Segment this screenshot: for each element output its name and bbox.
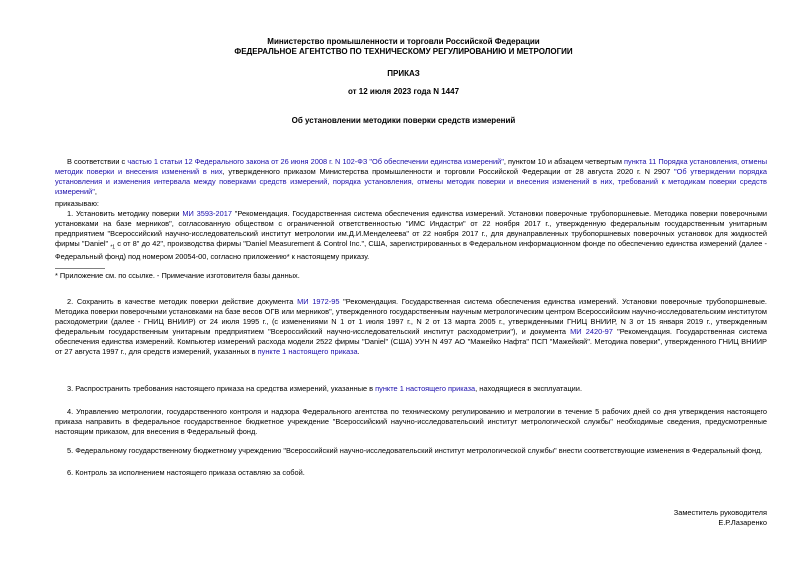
- p3-text-1: 3. Распространить требования настоящего приказа на средства измерений, указанные в: [67, 384, 376, 393]
- paragraph-2: [55, 297, 767, 357]
- p4-text: 4. Управлению метрологии, государственного контроля и надзора Федерального агентства по техническому регулированию и метрологии в течение 5 рабочих дней со дня утверждения настоящего приказа направить в федеральное государственное бюджетное учреждение "Всероссийский научно-исследовательский институт метрологической службы" необходимые сведения, предусмотренные настоящим приказом, для внесения в Федеральный фонд.: [55, 407, 767, 436]
- p2-text-3: "Рекомендация. Государственная система обеспечения единства измерений. Компьютер измерений расхода модели 2522 фирмы "Daniel" (США) УУН N 497 АО "Мажейко Нафта" ПСП "Мажейкяй". Методика поверки", утвержденного ГНИЦ ВНИИР от 27 августа 1997 г., для средств измерений, указанных в: [55, 327, 767, 356]
- ministry-title: Министерство промышленности и торговли Российской Федерации: [267, 37, 540, 46]
- p2-text-2: "Рекомендация. Государственная система обеспечения единства измерений. Установки поверочные трубопоршневые. Методика поверки поверочными установками на базе весов ОГВ или мерников", утвержденного государственным научным метрологическим центром Всероссийским научно-исследовательским институтом расходометрии (далее - ГНИЦ ВНИИР) от 24 июля 1995 г., (с изменениями N 1 от 1 июля 1997 г., N 2 от 13 марта 2005 г., утвержденными ГНИЦ ВНИИР, N 3 от 15 января 2019 г., утвержденным федеральным государственным унитарным предприятием "Всероссийский научно-исследовательский институт расходометрии"), и документа: [55, 297, 767, 336]
- preamble-text-1: В соответствии с: [67, 157, 128, 166]
- p2-text-1: 2. Сохранить в качестве методик поверки действие документа: [67, 297, 298, 306]
- doc-date-number: от 12 июля 2023 года N 1447: [347, 87, 460, 96]
- signature-block: [674, 508, 767, 528]
- doc-type: ПРИКАЗ: [387, 69, 420, 78]
- p3-clause-1-link[interactable]: пункте 1 настоящего приказа: [375, 384, 476, 393]
- p2-clause-1-link[interactable]: пункте 1 настоящего приказа: [257, 347, 358, 356]
- paragraph-6: [55, 468, 767, 478]
- p1-text-2: "Рекомендация. Государственная система обеспечения единства измерений. Установки поверочные трубопоршневые. Методика поверки поверочными установками на базе мерников", согласованную обществом с ограниченной ответственностью "ИМС Индастри" от 22 ноября 2017 г., утвержденную федеральным государственным унитарным предприятием "Всероссийский научно-исследовательский институт метрологии им.Д.И.Менделеева" от 22 ноября 2017 г., для двунаправленных трубопоршневых поверочных установок для жидкостей фирмы "Daniel": [55, 209, 767, 248]
- preamble: [55, 157, 767, 197]
- footnote: * Приложение см. по ссылке. - Примечание изготовителя базы данных.: [55, 271, 300, 280]
- mi-2420-link[interactable]: МИ 2420-97: [570, 327, 613, 336]
- paragraph-4: [55, 407, 767, 437]
- signer-position: Заместитель руководителя: [673, 508, 767, 517]
- doc-title: Об установлении методики поверки средств измерений: [291, 116, 516, 125]
- footnote-divider: [55, 268, 105, 269]
- p6-text: 6. Контроль за исполнением настоящего приказа оставляю за собой.: [67, 468, 305, 477]
- order-2907-link[interactable]: "Об утверждении порядка установления и изменения интервала между поверками средств измерений, порядка установления, отмены методик поверки и внесения изменений в них, требований к методикам поверки средств измерений": [55, 167, 767, 196]
- p1-text-4: от 8" до 42", производства фирмы "Daniel Measurement & Control Inc.", США, зарегистрированных в Федеральном информационном фонде по обеспечению единства измерений (далее - Федеральный фонд) под номером 20054-00, согласно приложению* к настоящему приказу.: [55, 239, 767, 262]
- mi-1972-link[interactable]: МИ 1972-95: [297, 297, 340, 306]
- p1-subscript: *1: [110, 244, 116, 251]
- p5-text: 5. Федеральному государственному бюджетному учреждению "Всероссийский научно-исследовательский институт метрологической службы" внести соответствующие изменения в Федеральный фонд.: [67, 446, 763, 455]
- agency-title: ФЕДЕРАЛЬНОЕ АГЕНТСТВО ПО ТЕХНИЧЕСКОМУ РЕГУЛИРОВАНИЮ И МЕТРОЛОГИИ: [234, 47, 573, 56]
- paragraph-3: [55, 384, 767, 394]
- p2-text-4: .: [357, 347, 360, 356]
- order-word: приказываю:: [55, 199, 99, 208]
- p1-text-3: с: [115, 239, 124, 248]
- paragraph-1: [55, 209, 767, 262]
- law-link[interactable]: частью 1 статьи 12 Федерального закона от 26 июня 2008 г. N 102-ФЗ "Об обеспечении единства измерений": [127, 157, 504, 166]
- preamble-text-4: ,: [94, 187, 97, 196]
- preamble-text-3: , утвержденного приказом Министерства промышленности и торговли Российской Федерации от 28 августа 2020 г. N 2907: [222, 167, 674, 176]
- preamble-text-2: , пунктом 10 и абзацем четвертым: [503, 157, 625, 166]
- mi-3593-link[interactable]: МИ 3593-2017: [182, 209, 232, 218]
- p3-text-2: , находящиеся в эксплуатации.: [475, 384, 582, 393]
- signer-name: Е.Р.Лазаренко: [718, 518, 767, 527]
- paragraph-5: [55, 446, 767, 456]
- p1-text-1: 1. Установить методику поверки: [67, 209, 183, 218]
- procedure-link[interactable]: пункта 11 Порядка установления, отмены методик поверки и внесения изменений в них: [55, 157, 768, 176]
